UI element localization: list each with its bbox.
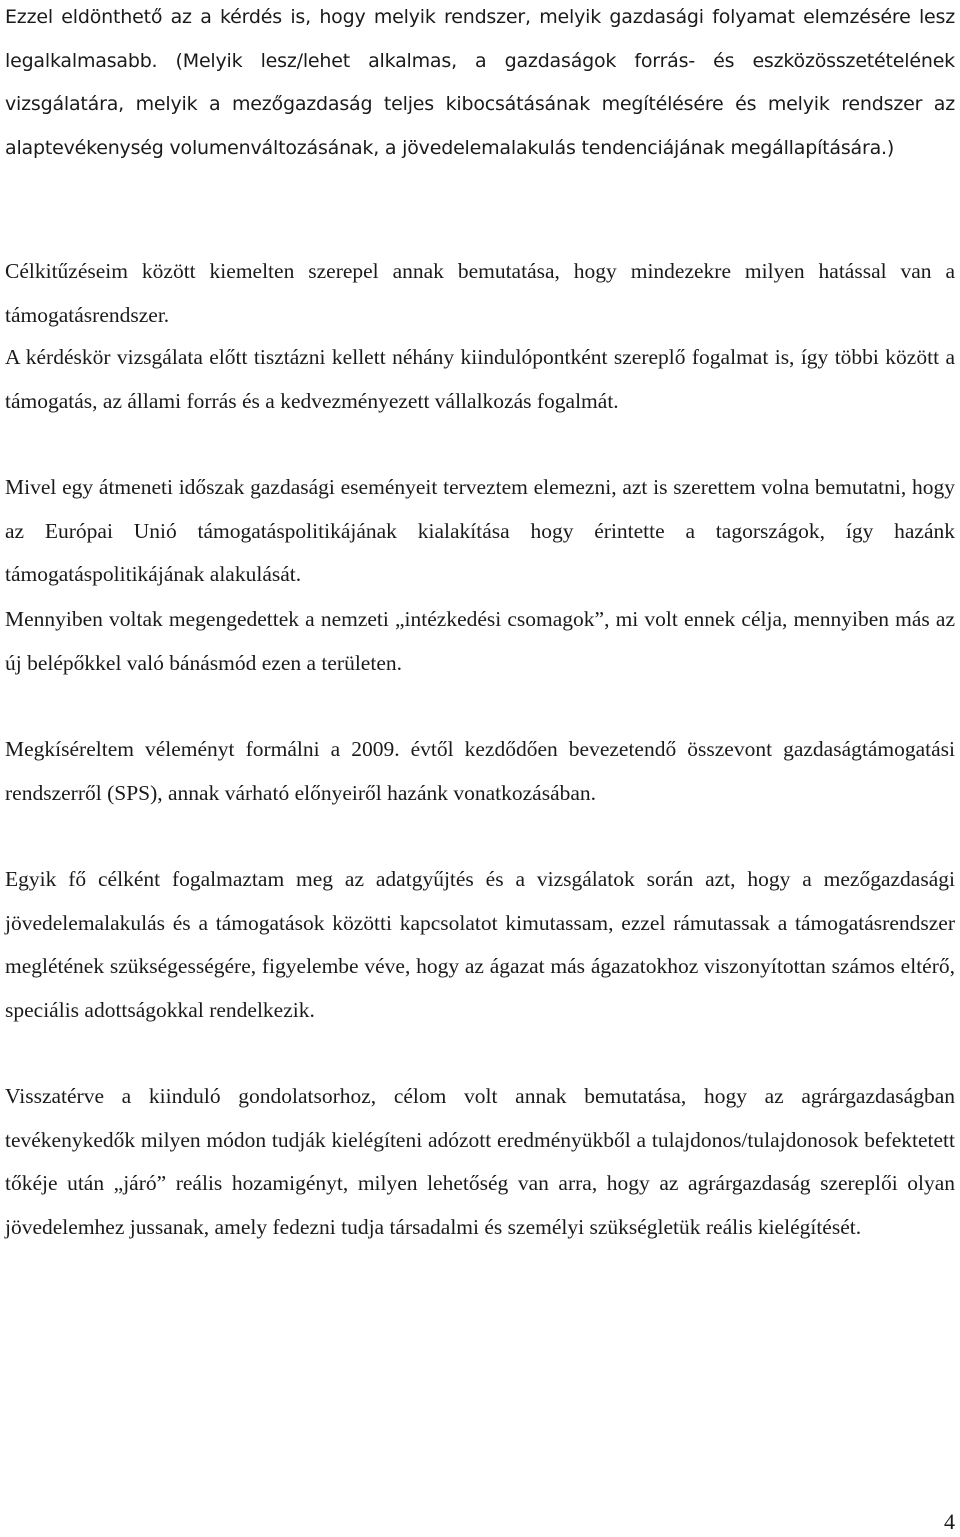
paragraph-1: Ezzel eldönthető az a kérdés is, hogy melyik rendszer, melyik gazdasági folyamat elemzésére lesz legalkalmasabb. (Melyik lesz/lehet alkalmas, a gazdaságok forrás- és eszközösszetételének vizsgálatára, melyik a mezőgazdaság teljes kibocsátásának megítélésére és melyik rendszer az alaptevékenység volumenváltozásának, a jövedelemalakulás tendenciájának megállapítására.) (5, 6, 955, 159)
paragraph-4: Mivel egy átmeneti időszak gazdasági eseményeit terveztem elemezni, azt is szerettem volna bemutatni, hogy az Európai Unió támogatáspolitikájának kialakítása hogy érintette a tagországok, így hazánk támogatáspolitikájának alakulását. (5, 475, 955, 586)
paragraph-6: Megkíséreltem véleményt formálni a 2009. évtől kezdődően bevezetendő összevont gazdaságtámogatási rendszerről (SPS), annak várható előnyeiről hazánk vonatkozásában. (5, 737, 955, 805)
page-number: 4 (944, 1509, 955, 1534)
paragraph-2: Célkitűzéseim között kiemelten szerepel annak bemutatása, hogy mindezekre milyen hatással van a támogatásrendszer. (5, 259, 955, 327)
paragraph-7: Egyik fő célként fogalmaztam meg az adatgyűjtés és a vizsgálatok során azt, hogy a mezőgazdasági jövedelemalakulás és a támogatások közötti kapcsolatot kimutassam, ezzel rámutassak a támogatásrendszer meglétének szükségességére, figyelembe véve, hogy az ágazat más ágazatokhoz viszonyítottan számos eltérő, speciális adottságokkal rendelkezik. (5, 867, 955, 1022)
paragraph-5: Mennyiben voltak megengedettek a nemzeti „intézkedési csomagok”, mi volt ennek célja, mennyiben más az új belépőkkel való bánásmód ezen a területen. (5, 607, 955, 675)
paragraph-3: A kérdéskör vizsgálata előtt tisztázni kellett néhány kiindulópontként szereplő fogalmat is, így többi között a támogatás, az állami forrás és a kedvezményezett vállalkozás fogalmát. (5, 345, 955, 413)
paragraph-8: Visszatérve a kiinduló gondolatsorhoz, célom volt annak bemutatása, hogy az agrárgazdaságban tevékenykedők milyen módon tudják kielégíteni adózott eredményükből a tulajdonos/tulajdonosok befektetett tőkéje után „járó” reális hozamigényt, milyen lehetőség van arra, hogy az agrárgazdaság szereplői olyan jövedelemhez jussanak, amely fedezni tudja társadalmi és személyi szükségletük reális kielégítését. (5, 1084, 955, 1239)
